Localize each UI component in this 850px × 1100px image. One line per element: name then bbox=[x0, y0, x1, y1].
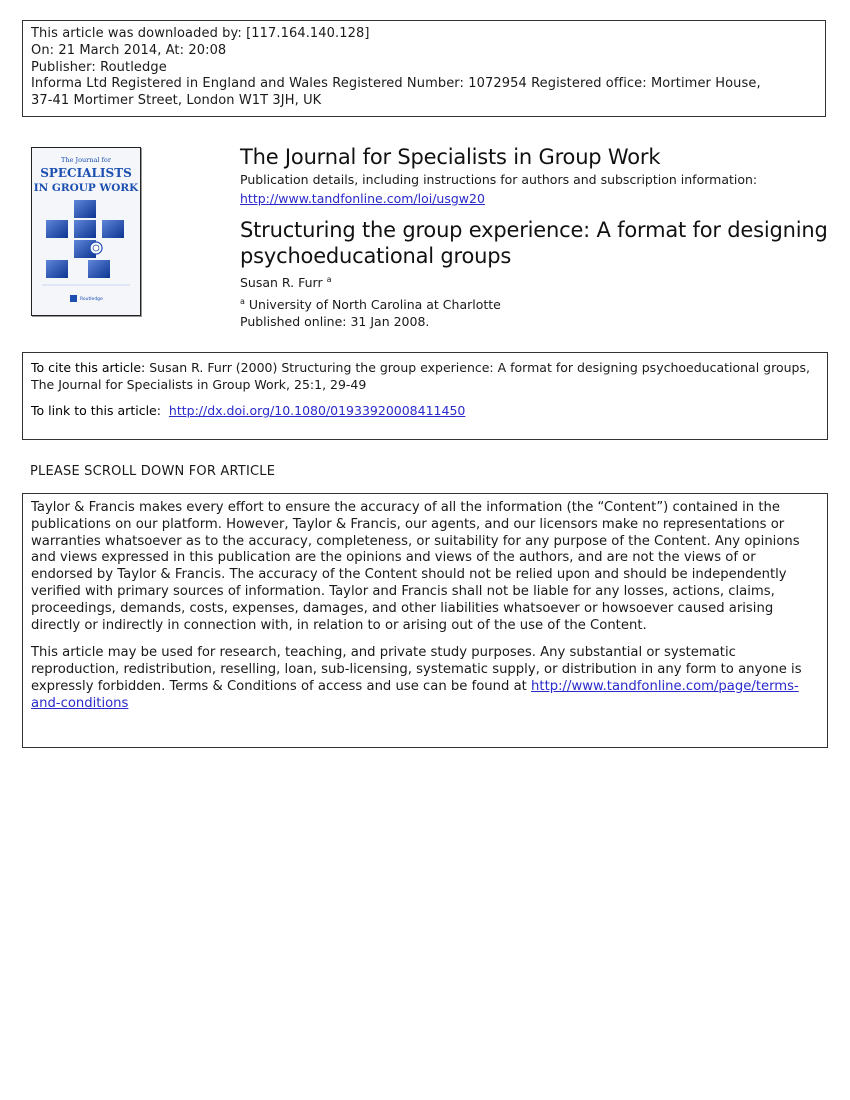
cite-row bbox=[31, 360, 819, 393]
link-row bbox=[31, 403, 819, 420]
cover-line3: IN GROUP WORK bbox=[33, 182, 139, 194]
journal-title: The Journal for Specialists in Group Work bbox=[240, 145, 661, 169]
cover-line1: The Journal for bbox=[61, 156, 111, 164]
author-affiliation-marker: a bbox=[326, 275, 332, 284]
citation-box bbox=[22, 352, 828, 440]
disclaimer-box bbox=[22, 493, 828, 748]
affiliation-line bbox=[240, 296, 830, 313]
cite-label: To cite this article: bbox=[31, 360, 146, 375]
author-name: Susan R. Furr bbox=[240, 275, 323, 290]
disclaimer-paragraph: Taylor & Francis makes every effort to ensure the accuracy of all the information (the “Content”) contained in the publications on our platform. However, Taylor & Francis, our agents, and our licensors make no representations or warranties whatsoever as to the accuracy, completeness, or suitability for any purpose of the Content. Any opinions and views expressed in this publication are the opinions and views of the authors, and are not the views of or endorsed by Taylor & Francis. The accuracy of the Content should not be relied upon and should be independently verified with primary sources of information. Taylor and Francis shall not be liable for any losses, actions, claims, proceedings, demands, costs, expenses, damages, and other liabilities whatsoever or howsoever caused arising directly or indirectly in connection with, in relation to or arising out of the use of the Content. bbox=[31, 500, 800, 633]
journal-cover-art bbox=[32, 148, 140, 315]
terms-paragraph bbox=[31, 645, 819, 712]
journal-header bbox=[240, 144, 830, 330]
cover-publisher-mark: Routledge bbox=[80, 297, 103, 302]
scroll-down-notice: PLEASE SCROLL DOWN FOR ARTICLE bbox=[30, 464, 276, 479]
affiliation-text: University of North Carolina at Charlotte bbox=[248, 297, 501, 312]
download-date-line: On: 21 March 2014, At: 20:08 bbox=[31, 42, 227, 58]
terms-conditions-link[interactable]: http://www.tandfonline.com/page/terms-and-conditions bbox=[31, 678, 799, 711]
affiliation-marker: a bbox=[240, 297, 245, 306]
journal-cover-image bbox=[31, 147, 141, 316]
download-info-box bbox=[22, 20, 826, 117]
terms-text: This article may be used for research, teaching, and private study purposes. Any substantial or systematic reproduction, redistribution, reselling, loan, sub-licensing, systematic supply, or distribution in any form to anyone is expressly forbidden. Terms & Conditions of access and use can be found at bbox=[31, 645, 802, 694]
journal-url-link[interactable]: http://www.tandfonline.com/loi/usgw20 bbox=[240, 191, 485, 206]
cover-line2: SPECIALISTS bbox=[40, 166, 132, 180]
published-date: Published online: 31 Jan 2008. bbox=[240, 314, 430, 329]
author-line bbox=[240, 275, 830, 291]
publication-details: Publication details, including instructions for authors and subscription information: bbox=[240, 172, 758, 187]
registration-line: Informa Ltd Registered in England and Wales Registered Number: 1072954 Registered office: Mortimer House, bbox=[31, 76, 761, 92]
doi-link[interactable]: http://dx.doi.org/10.1080/01933920008411450 bbox=[168, 403, 466, 418]
download-info-line: This article was downloaded by: [117.164.140.128] bbox=[31, 26, 370, 41]
link-label: To link to this article: bbox=[31, 403, 161, 418]
publisher-line: Publisher: Routledge bbox=[31, 59, 167, 75]
cite-text: Susan R. Furr (2000) Structuring the group experience: A format for designing psychoeducational groups, The Journal for Specialists in Group Work, 25:1, 29-49 bbox=[31, 360, 810, 392]
article-title: Structuring the group experience: A format for designing psychoeducational groups bbox=[240, 218, 828, 268]
address-line: 37-41 Mortimer Street, London W1T 3JH, UK bbox=[31, 93, 322, 109]
